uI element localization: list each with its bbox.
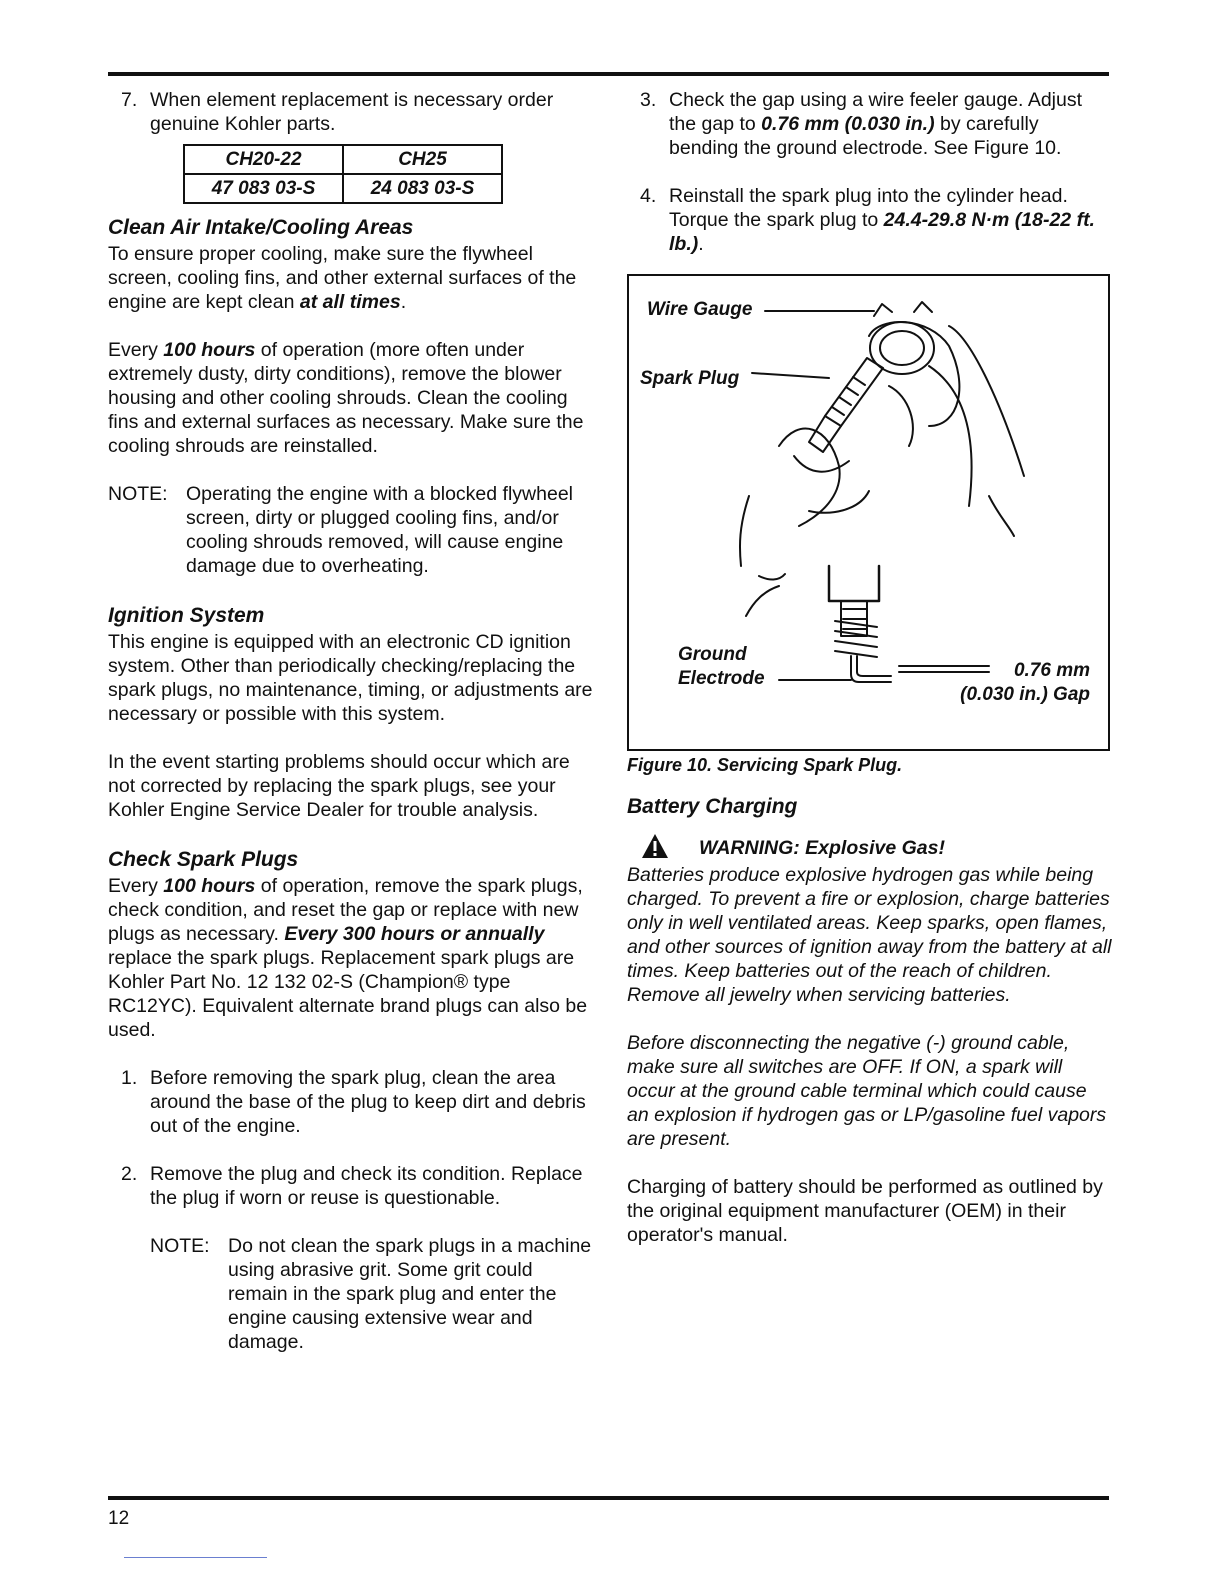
figure-caption: Figure 10. Servicing Spark Plug. — [627, 755, 903, 775]
list-number: 4. — [640, 185, 657, 207]
table-cell: 24 083 03-S — [343, 174, 502, 203]
list-item-3 — [627, 88, 1112, 160]
right-column — [627, 88, 1112, 1247]
list-item-text: When element replacement is necessary order genuine Kohler parts. — [150, 89, 554, 135]
note — [150, 1234, 593, 1354]
figure-label-gap-mm: 0.76 mm — [1013, 660, 1090, 681]
text-run: by carefully bending the ground electrode. See Figure 10. — [669, 113, 1062, 159]
list-item-text: Before removing the spark plug, clean the area around the base of the plug to keep dirt and debris out of the engine. — [150, 1067, 586, 1137]
warning-text: Batteries produce explosive hydrogen gas while being charged. To prevent a fire or explosion, charge batteries only in well ventilated areas. Keep sparks, open flames, and other sources of ignition away from the battery at all times. Keep batteries out of the reach of children. Remove all jewelry when servicing batteries. — [627, 864, 1112, 1006]
list-item-4 — [627, 184, 1112, 256]
list-item-7 — [108, 88, 593, 136]
text-run: Check the gap using a wire feeler gauge. Adjust the gap to — [669, 89, 1083, 135]
list-number: 2. — [121, 1163, 138, 1185]
warning-icon — [641, 833, 669, 859]
warning-heading — [627, 833, 1112, 863]
figure-label-wire-gauge: Wire Gauge — [647, 299, 753, 320]
text-run: To ensure proper cooling, make sure the flywheel screen, cooling fins, and other external surfaces of the engine are kept clean — [108, 243, 577, 313]
list-number: 1. — [121, 1067, 138, 1089]
note — [108, 482, 593, 578]
figure-label-spark-plug: Spark Plug — [640, 368, 740, 389]
top-rule — [108, 72, 1109, 76]
figure-label-electrode: Electrode — [678, 668, 765, 689]
text-run: of operation (more often under extremely dusty, dirty conditions), remove the blower housing and other cooling shrouds. Clean the cooling fins and external surfaces as necessary. Make sure the cooling shrouds are reinstalled. — [108, 339, 584, 457]
section-heading-spark-plugs: Check Spark Plugs — [108, 848, 299, 871]
warning-title: WARNING: Explosive Gas! — [699, 837, 945, 859]
text-run: . — [400, 291, 407, 313]
emphasis: 0.76 mm (0.030 in.) — [761, 113, 935, 135]
list-item-text — [669, 88, 1112, 160]
list-item-1 — [108, 1066, 593, 1138]
emphasis: 100 hours — [163, 875, 256, 897]
bottom-rule — [108, 1496, 1109, 1500]
note-label: NOTE: — [150, 1235, 210, 1257]
text-run: . — [698, 233, 704, 255]
spark-plug-figure — [627, 274, 1110, 751]
section-heading-battery: Battery Charging — [627, 795, 798, 818]
emphasis: at all times — [299, 291, 401, 313]
list-number: 3. — [640, 89, 657, 111]
table-header-cell: CH25 — [343, 145, 502, 174]
left-column — [108, 88, 593, 1354]
note-text: Do not clean the spark plugs in a machine using abrasive grit. Some grit could remain in the spark plug and enter the engine causing extensive wear and damage. — [228, 1235, 592, 1353]
text-run: Every — [108, 875, 164, 897]
emphasis: Every 300 hours or annually — [284, 923, 545, 945]
paragraph: In the event starting problems should occur which are not corrected by replacing the spark plugs, see your Kohler Engine Service Dealer for trouble analysis. — [108, 751, 570, 821]
decorative-line — [124, 1557, 267, 1558]
table-header-cell: CH20-22 — [184, 145, 343, 174]
text-run: replace the spark plugs. Replacement spark plugs are Kohler Part No. 12 132 02-S (Champion® type RC12YC). Equivalent alternate brand plugs can also be used. — [108, 947, 588, 1041]
note-label: NOTE: — [108, 483, 168, 505]
text-run: Reinstall the spark plug into the cylinder head. Torque the spark plug to — [669, 185, 1068, 231]
page-number: 12 — [108, 1508, 130, 1529]
figure-label-ground: Ground — [678, 644, 747, 665]
parts-table — [183, 144, 503, 204]
list-item-2 — [108, 1162, 593, 1210]
paragraph: Charging of battery should be performed as outlined by the original equipment manufacturer (OEM) in their operator's manual. — [627, 1176, 1103, 1246]
list-item-text: Remove the plug and check its condition. Replace the plug if worn or reuse is questionable. — [150, 1163, 583, 1209]
note-text: Operating the engine with a blocked flywheel screen, dirty or plugged cooling fins, and/or cooling shrouds removed, will cause engine damage due to overheating. — [186, 483, 573, 577]
table-cell: 47 083 03-S — [184, 174, 343, 203]
list-item-text — [669, 184, 1112, 256]
paragraph — [108, 338, 593, 458]
list-number: 7. — [121, 89, 138, 111]
section-heading-ignition: Ignition System — [108, 604, 265, 627]
paragraph: This engine is equipped with an electronic CD ignition system. Other than periodically checking/replacing the spark plugs, no maintenance, timing, or adjustments are necessary or possible with this system. — [108, 631, 593, 725]
table-row — [184, 145, 502, 174]
figure-label-gap-in: (0.030 in.) Gap — [960, 684, 1090, 705]
text-run: Every — [108, 339, 164, 361]
paragraph — [108, 242, 593, 314]
emphasis: 24.4-29.8 N·m (18-22 ft. lb.) — [669, 209, 1095, 255]
table-row — [184, 174, 502, 203]
section-heading-clean-air: Clean Air Intake/Cooling Areas — [108, 216, 414, 239]
text-run: of operation, remove the spark plugs, check condition, and reset the gap or replace with new plugs as necessary. — [108, 875, 583, 945]
paragraph — [108, 874, 593, 1042]
warning-text: Before disconnecting the negative (-) ground cable, make sure all switches are OFF. If ON, a spark will occur at the ground cable terminal which could cause an explosion if hydrogen gas or LP/gasoline fuel vapors are present. — [627, 1032, 1107, 1150]
emphasis: 100 hours — [163, 339, 256, 361]
